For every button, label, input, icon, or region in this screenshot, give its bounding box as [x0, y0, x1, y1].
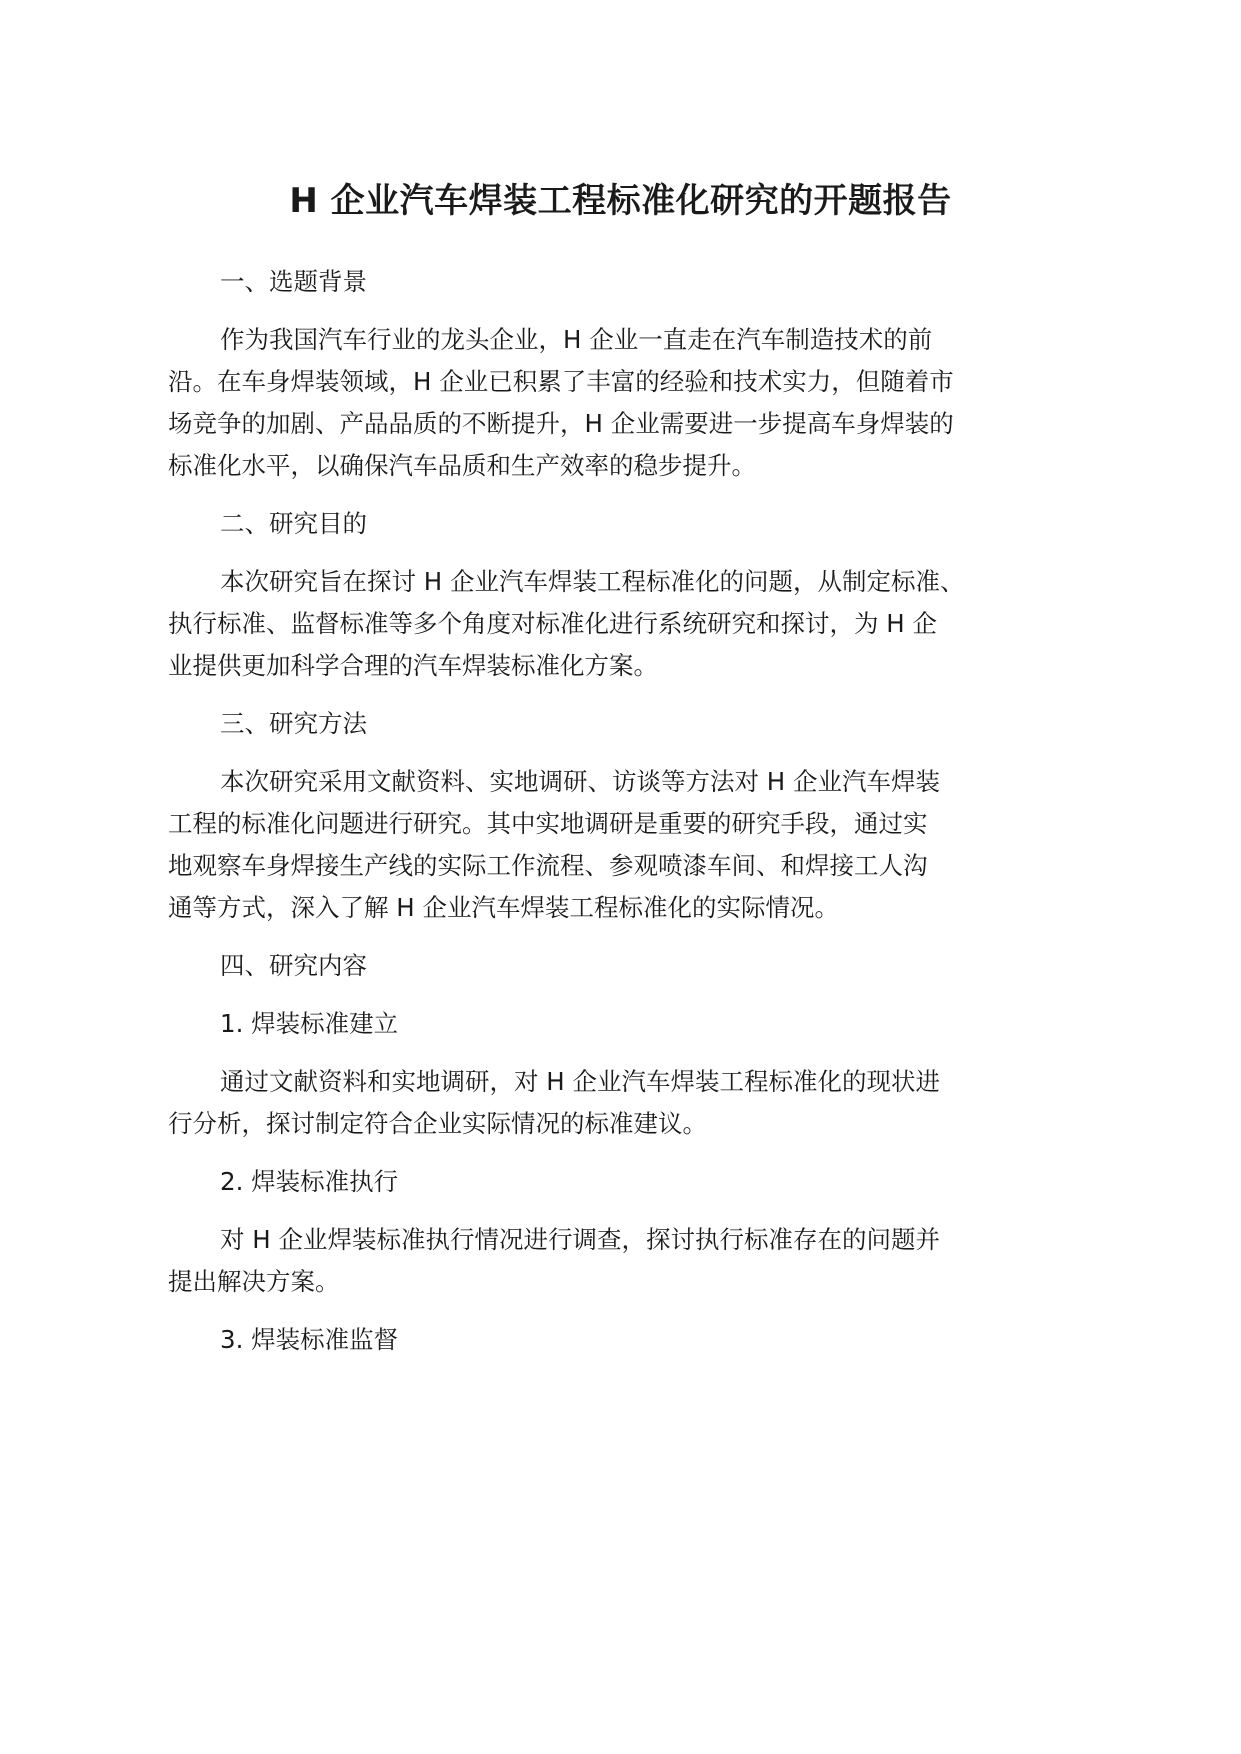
subsection-heading: 1. 焊装标准建立	[220, 1009, 399, 1038]
paragraph-line: 场竞争的加剧、产品品质的不断提升，H 企业需要进一步提高车身焊装的	[168, 409, 954, 438]
paragraph-line: 地观察车身焊接生产线的实际工作流程、参观喷漆车间、和焊接工人沟	[168, 851, 928, 880]
paragraph-line: 执行标准、监督标准等多个角度对标准化进行系统研究和探讨，为 H 企	[168, 609, 937, 638]
section-heading-purpose: 二、研究目的	[220, 509, 367, 538]
document-title: H 企业汽车焊装工程标准化研究的开题报告	[289, 181, 952, 221]
section-heading-method: 三、研究方法	[220, 709, 367, 738]
paragraph-line: 通过文献资料和实地调研，对 H 企业汽车焊装工程标准化的现状进	[220, 1067, 940, 1096]
section-heading-background: 一、选题背景	[220, 267, 367, 296]
paragraph-line: 通等方式，深入了解 H 企业汽车焊装工程标准化的实际情况。	[168, 893, 839, 922]
paragraph-line: 对 H 企业焊装标准执行情况进行调查，探讨执行标准存在的问题并	[220, 1225, 940, 1254]
paragraph-line: 业提供更加科学合理的汽车焊装标准化方案。	[168, 651, 658, 680]
paragraph-line: 本次研究采用文献资料、实地调研、访谈等方法对 H 企业汽车焊装	[220, 767, 940, 796]
section-heading-content: 四、研究内容	[220, 951, 367, 980]
subsection-heading: 3. 焊装标准监督	[220, 1325, 399, 1354]
paragraph-line: 行分析，探讨制定符合企业实际情况的标准建议。	[168, 1109, 707, 1138]
paragraph-line: 作为我国汽车行业的龙头企业，H 企业一直走在汽车制造技术的前	[220, 325, 933, 354]
paragraph-line: 标准化水平，以确保汽车品质和生产效率的稳步提升。	[168, 451, 756, 480]
paragraph-line: 本次研究旨在探讨 H 企业汽车焊装工程标准化的问题，从制定标准、	[220, 567, 965, 596]
paragraph-line: 工程的标准化问题进行研究。其中实地调研是重要的研究手段，通过实	[168, 809, 928, 838]
paragraph-line: 沿。在车身焊装领域，H 企业已积累了丰富的经验和技术实力，但随着市	[168, 367, 954, 396]
paragraph-line: 提出解决方案。	[168, 1267, 340, 1296]
subsection-heading: 2. 焊装标准执行	[220, 1167, 399, 1196]
